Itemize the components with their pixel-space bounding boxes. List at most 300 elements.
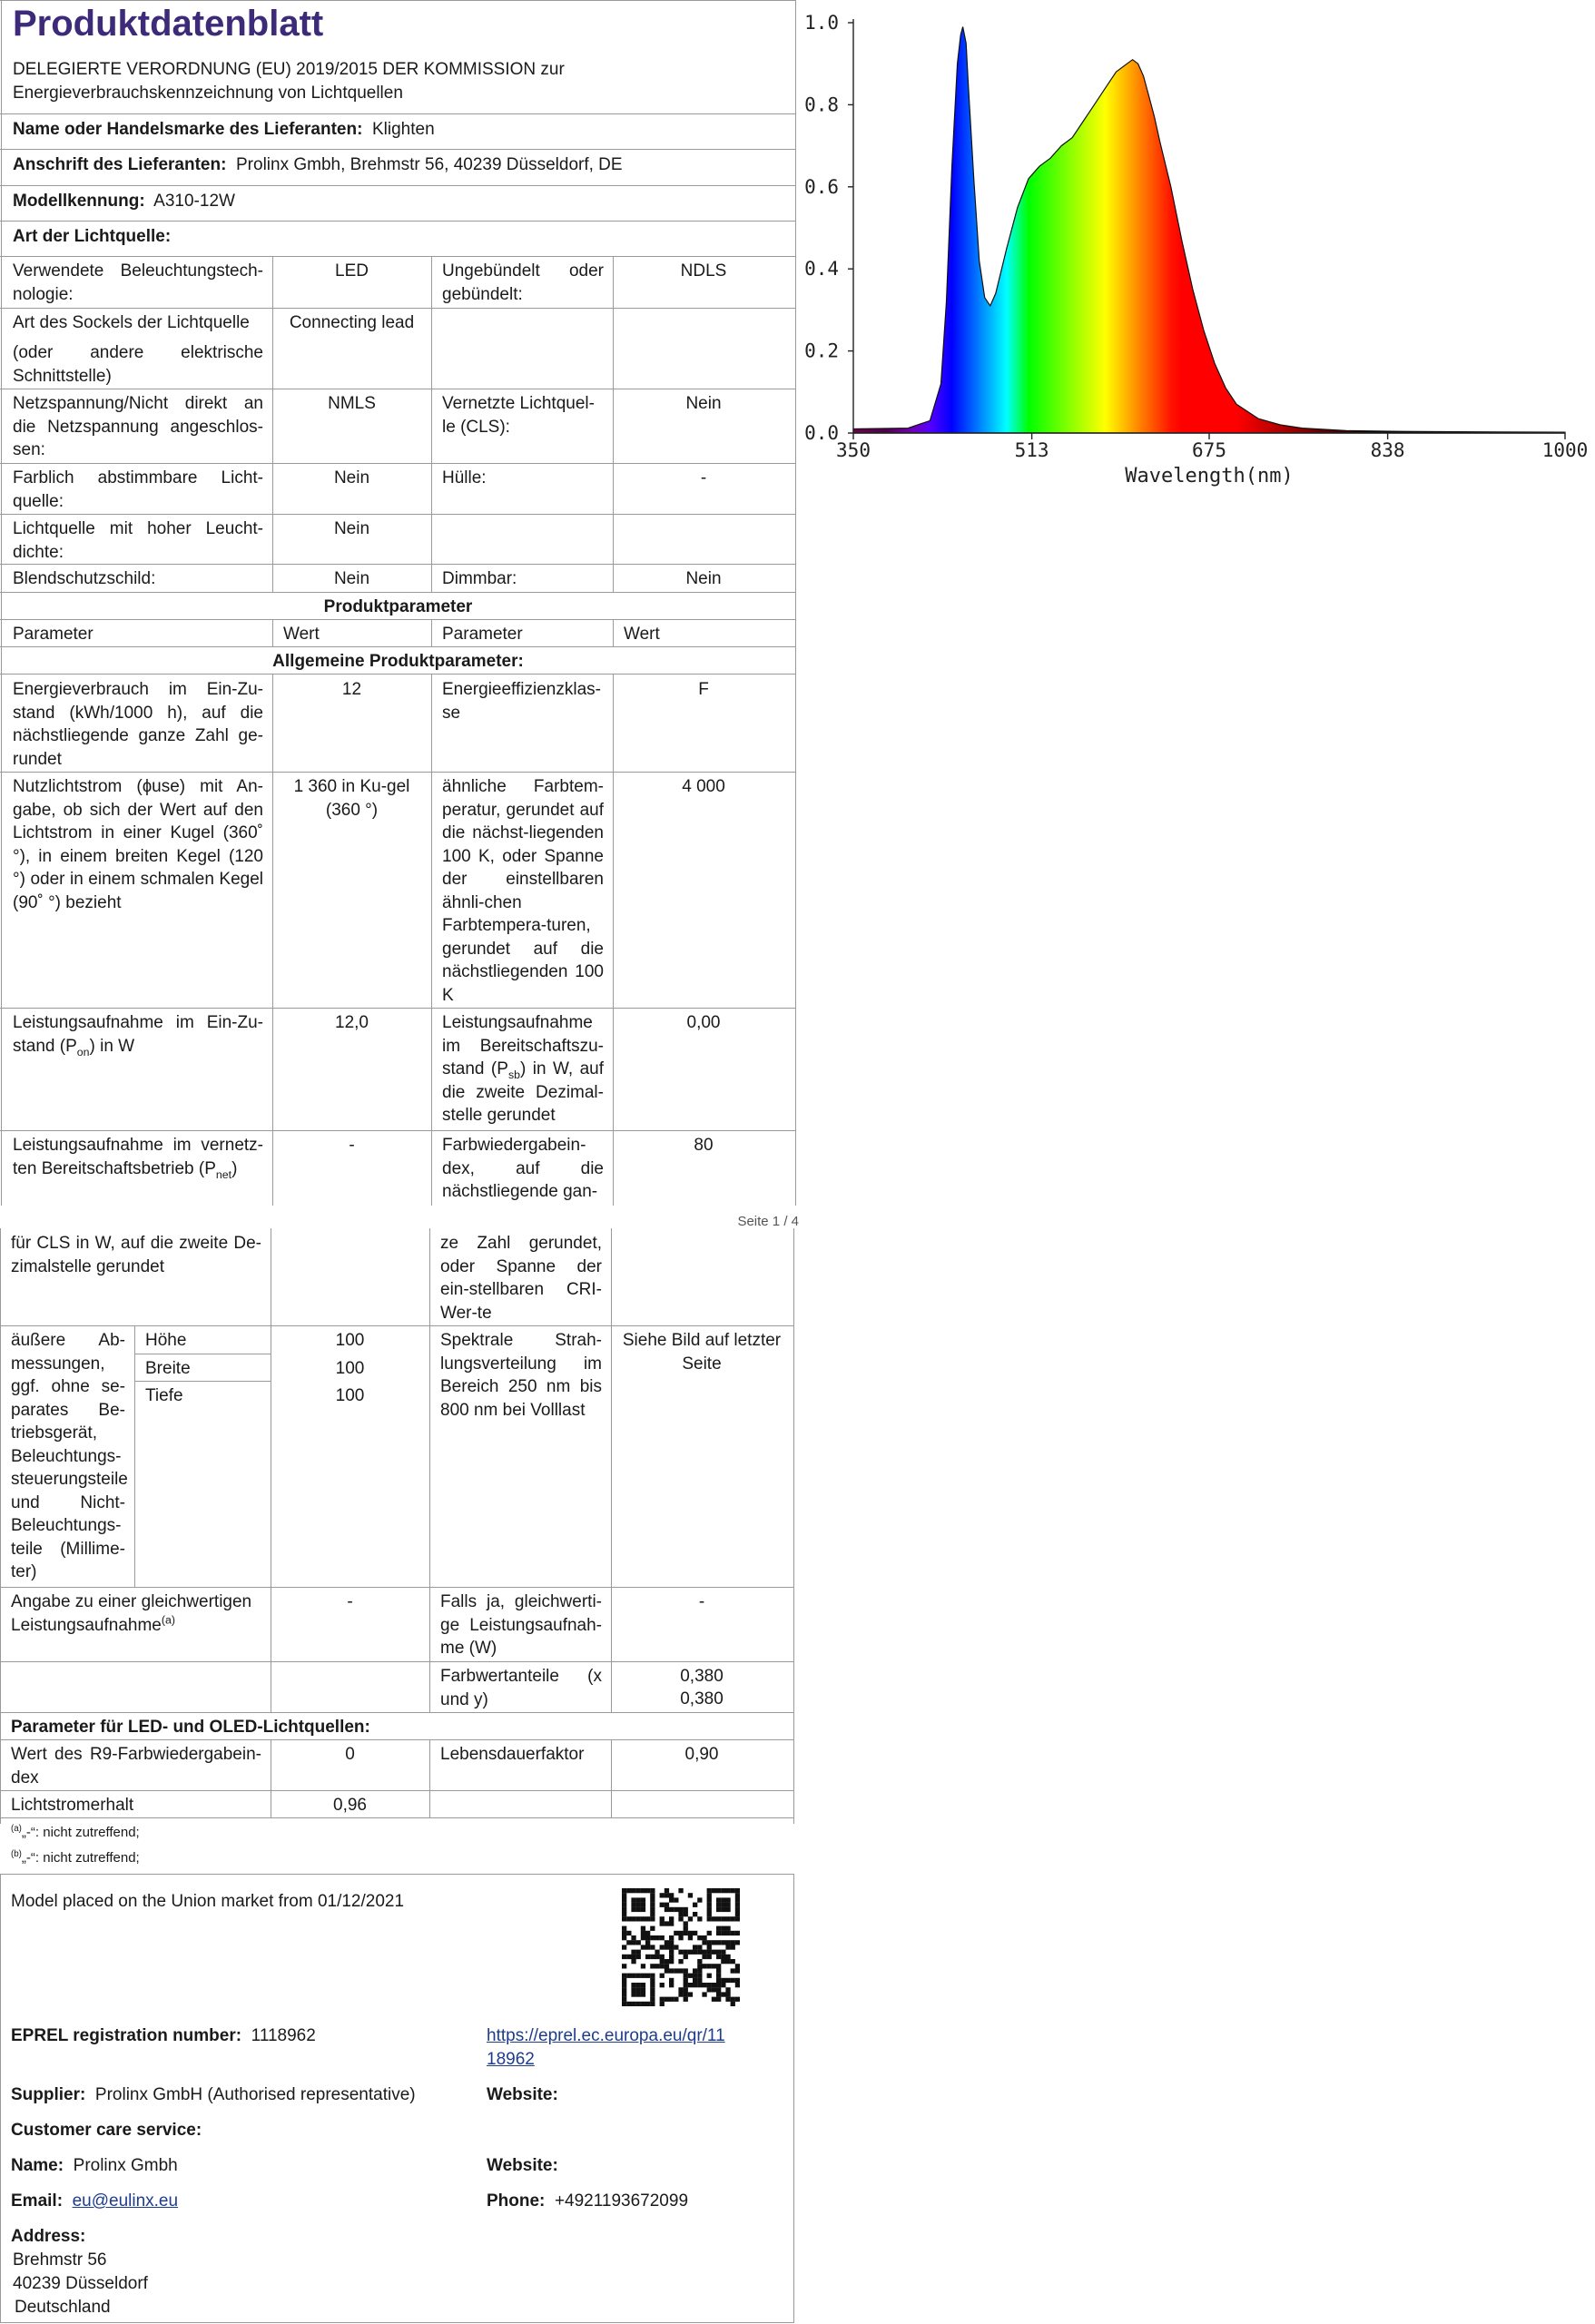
networked-standby-subscript: net xyxy=(215,1167,232,1181)
qr-module xyxy=(622,1983,626,1987)
qr-module xyxy=(650,1974,655,1978)
qr-module xyxy=(641,1916,645,1921)
qr-module xyxy=(660,1916,665,1921)
qr-module xyxy=(669,1959,674,1964)
standby-power-subscript: sb xyxy=(507,1068,520,1081)
x-tick-label: 513 xyxy=(1014,439,1049,461)
supplier-label: Supplier: xyxy=(11,2085,86,2104)
qr-module xyxy=(660,1959,665,1964)
qr-module xyxy=(650,1983,655,1987)
qr-module xyxy=(702,1992,706,1996)
qr-module xyxy=(626,1888,631,1893)
qr-module xyxy=(702,1940,706,1945)
qr-module xyxy=(707,1931,712,1935)
y-tick-label: 1.0 xyxy=(804,12,839,34)
qr-module xyxy=(707,1955,712,1959)
qr-module xyxy=(725,1903,730,1907)
qr-module xyxy=(731,1978,735,1983)
eprel-box-left xyxy=(0,1874,1,2323)
qr-module xyxy=(655,1964,659,1968)
qr-module xyxy=(702,1950,706,1955)
chromaticity-x-value: 0,380 xyxy=(680,1667,724,1686)
table-border-left xyxy=(0,1228,1,1824)
qr-module xyxy=(660,1903,665,1907)
qr-module xyxy=(735,1903,740,1907)
qr-module xyxy=(641,1897,645,1902)
model-value: A310-12W xyxy=(153,192,235,211)
qr-module xyxy=(707,1897,712,1902)
qr-module xyxy=(716,1888,721,1893)
qr-module xyxy=(735,1978,740,1983)
qr-module xyxy=(650,1897,655,1902)
qr-module xyxy=(626,1955,631,1959)
survival-factor-label: Lebensdauerfaktor xyxy=(440,1745,585,1764)
qr-module xyxy=(688,1950,693,1955)
qr-code-icon[interactable] xyxy=(622,1888,740,2006)
qr-module xyxy=(650,1987,655,1992)
x-axis-label: Wavelength(nm) xyxy=(1125,465,1294,487)
address-line-1: Brehmstr 56 xyxy=(13,2250,107,2270)
on-mode-power-label-b: ) in W xyxy=(89,1036,135,1056)
page-number: Seite 1 / 4 xyxy=(737,1214,799,1229)
qr-module xyxy=(725,1926,730,1931)
networked-standby-label xyxy=(2,1132,272,1182)
qr-module xyxy=(707,1940,712,1945)
qr-module xyxy=(707,1987,712,1992)
mains-value: NMLS xyxy=(328,394,376,413)
qr-module xyxy=(631,1916,635,1921)
qr-module xyxy=(636,1903,641,1907)
eprel-link-line-1[interactable]: https://eprel.ec.europa.eu/qr/11 xyxy=(487,2026,725,2045)
footnote-b-mark: (b) xyxy=(11,1849,22,1859)
qr-module xyxy=(674,1897,678,1902)
qr-module xyxy=(731,1968,735,1973)
qr-module xyxy=(665,1968,669,1973)
qr-module xyxy=(660,1955,665,1959)
qr-module xyxy=(636,1950,641,1955)
qr-module xyxy=(697,1945,702,1949)
qr-module xyxy=(697,1959,702,1964)
cap-value: Connecting lead xyxy=(289,313,415,332)
qr-module xyxy=(712,1964,716,1968)
footnote-a-text: „-“: nicht zutreffend; xyxy=(21,1825,140,1840)
regulation-line-2: Energieverbrauchskennzeichnung von Lichtquellen xyxy=(13,84,403,103)
energy-consumption-label: Energieverbrauch im Ein-Zu-stand (kWh/1000 h), auf die nächstliegende ganze Zahl ge-rundet xyxy=(13,680,263,769)
qr-module xyxy=(641,1903,645,1907)
qr-module xyxy=(631,1974,635,1978)
qr-module xyxy=(641,1935,645,1940)
qr-module xyxy=(674,1968,678,1973)
qr-module xyxy=(697,1935,702,1940)
qr-module xyxy=(684,1950,688,1955)
qr-module xyxy=(697,1983,702,1987)
supplier-value: Prolinx GmbH (Authorised representative) xyxy=(94,2085,416,2104)
depth-value: 100 xyxy=(335,1386,365,1405)
qr-module xyxy=(645,1940,650,1945)
qr-module xyxy=(669,1955,674,1959)
qr-module xyxy=(697,1978,702,1983)
qr-module xyxy=(622,1935,626,1940)
qr-module xyxy=(622,1997,626,2002)
qr-module xyxy=(684,1974,688,1978)
qr-module xyxy=(669,1968,674,1973)
qr-module xyxy=(650,1997,655,2002)
eprel-box-right xyxy=(793,1874,794,2323)
qr-module xyxy=(636,1907,641,1912)
chromaticity-label: Farbwertanteile (x und y) xyxy=(440,1667,602,1709)
qr-module xyxy=(716,1897,721,1902)
qr-module xyxy=(707,1964,712,1968)
contact-name-label: Name: xyxy=(11,2156,64,2175)
qr-module xyxy=(669,1916,674,1921)
qr-module xyxy=(645,1955,650,1959)
qr-module xyxy=(721,1992,725,1996)
qr-module xyxy=(641,2002,645,2006)
qr-module xyxy=(641,1974,645,1978)
qr-module xyxy=(697,1897,702,1902)
qr-module xyxy=(716,1978,721,1983)
page-title: Produktdatenblatt xyxy=(13,4,324,44)
qr-module xyxy=(725,1888,730,1893)
eprel-link-line-2[interactable]: 18962 xyxy=(487,2050,535,2069)
standby-power-value: 0,00 xyxy=(686,1013,721,1032)
phone-label: Phone: xyxy=(487,2191,546,2211)
cls-label: Vernetzte Lichtquel-le (CLS): xyxy=(442,394,595,437)
qr-module xyxy=(678,1987,683,1992)
qr-module xyxy=(716,1955,721,1959)
qr-module xyxy=(697,1968,702,1973)
qr-module xyxy=(697,1964,702,1968)
footnote-b xyxy=(0,1847,545,1869)
qr-module xyxy=(688,1974,693,1978)
qr-module xyxy=(641,1926,645,1931)
y-tick-label: 0.0 xyxy=(804,422,839,444)
qr-module xyxy=(622,1987,626,1992)
email-link[interactable]: eu@eulinx.eu xyxy=(72,2191,179,2211)
table-rule xyxy=(0,564,796,565)
qr-module xyxy=(622,1974,626,1978)
qr-module xyxy=(641,1945,645,1949)
qr-module xyxy=(735,1912,740,1916)
qr-module xyxy=(735,1983,740,1987)
qr-module xyxy=(622,1897,626,1902)
lightsource-type-heading: Art der Lichtquelle: xyxy=(13,227,172,246)
qr-module xyxy=(725,1945,730,1949)
table-column-rule xyxy=(272,674,273,1206)
qr-module xyxy=(678,1935,683,1940)
eprel-registration-row xyxy=(0,2023,472,2050)
qr-module xyxy=(688,1992,693,1996)
qr-module xyxy=(631,1888,635,1893)
cri-label-continued: ze Zahl gerundet, oder Spanne der ein-stellbaren CRI-Wer-te xyxy=(440,1234,602,1323)
footnote-a-mark: (a) xyxy=(11,1824,22,1834)
standby-power-label-b: ) in W, auf die zweite Dezimal-stelle gerundet xyxy=(442,1059,605,1125)
table-rule xyxy=(0,1739,794,1740)
qr-module xyxy=(665,1903,669,1907)
qr-module xyxy=(631,1987,635,1992)
networked-standby-value: - xyxy=(349,1136,355,1155)
email-label: Email: xyxy=(11,2191,64,2211)
qr-module xyxy=(725,1997,730,2002)
on-mode-power-label-a: Leistungsaufnahme im Ein-Zu-stand (P xyxy=(13,1013,263,1056)
qr-module xyxy=(684,1968,688,1973)
supplier-address-label: Anschrift des Lieferanten: xyxy=(13,155,227,174)
equivalent-power-label-text: Angabe zu einer gleichwertigen Leistungsaufnahme xyxy=(11,1592,252,1635)
phone-value: +4921193672099 xyxy=(554,2191,689,2211)
supplier-address-row xyxy=(2,152,792,179)
qr-module xyxy=(636,1897,641,1902)
technology-value: LED xyxy=(335,261,369,281)
qr-module xyxy=(650,1978,655,1983)
qr-module xyxy=(650,1935,655,1940)
table-column-rule xyxy=(429,1739,430,1817)
qr-module xyxy=(707,1893,712,1897)
qr-module xyxy=(631,1959,635,1964)
qr-module xyxy=(716,1983,721,1987)
equivalent-power-watts-label: Falls ja, gleichwerti-ge Leistungsaufnah-me (W) xyxy=(440,1592,602,1658)
qr-module xyxy=(631,1955,635,1959)
qr-module xyxy=(641,1964,645,1968)
qr-module xyxy=(678,1968,683,1973)
qr-module xyxy=(674,1945,678,1949)
qr-module xyxy=(641,1931,645,1935)
qr-module xyxy=(626,1940,631,1945)
qr-module xyxy=(721,1959,725,1964)
footnote-b-text: „-“: nicht zutreffend; xyxy=(21,1850,140,1866)
qr-module xyxy=(641,1983,645,1987)
supplier-name-label: Name oder Handelsmarke des Lieferanten: xyxy=(13,120,363,139)
eprel-box-top xyxy=(0,1874,794,1875)
qr-module xyxy=(731,1997,735,2002)
table-rule xyxy=(0,113,796,114)
qr-module xyxy=(674,1907,678,1912)
qr-module xyxy=(678,1916,683,1921)
qr-module xyxy=(688,1931,693,1935)
qr-module xyxy=(716,1903,721,1907)
qr-module xyxy=(669,1997,674,2002)
column-header-value: Wert xyxy=(283,625,320,644)
column-header-parameter: Parameter xyxy=(13,625,94,644)
table-column-rule xyxy=(429,1228,430,1712)
qr-module xyxy=(731,1959,735,1964)
qr-module xyxy=(684,1926,688,1931)
qr-module xyxy=(735,1997,740,2002)
eprel-registration-value: 1118962 xyxy=(251,2026,316,2045)
qr-module xyxy=(678,1959,683,1964)
chart-body xyxy=(804,12,1588,487)
on-mode-power-value: 12,0 xyxy=(335,1013,369,1032)
qr-module xyxy=(725,1992,730,1996)
table-column-rule xyxy=(431,619,432,646)
qr-module xyxy=(731,1945,735,1949)
qr-module xyxy=(725,1987,730,1992)
tunable-value: Nein xyxy=(333,468,370,487)
antiglare-label: Blendschutzschild: xyxy=(13,569,156,588)
qr-module xyxy=(693,1983,697,1987)
qr-module xyxy=(669,1921,674,1925)
cls-value: Nein xyxy=(685,394,722,413)
qr-module xyxy=(678,1950,683,1955)
tunable-label: Farblich abstimmbare Licht-quelle: xyxy=(13,468,263,511)
qr-module xyxy=(650,1893,655,1897)
qr-module xyxy=(622,1955,626,1959)
qr-module xyxy=(650,1912,655,1916)
table-rule xyxy=(0,619,796,620)
dimmable-value: Nein xyxy=(685,569,722,588)
survival-factor-value: 0,90 xyxy=(684,1745,719,1764)
color-temperature-value: 4 000 xyxy=(682,777,725,796)
height-value: 100 xyxy=(335,1331,365,1350)
model-row xyxy=(2,188,792,215)
qr-module xyxy=(716,1987,721,1992)
r9-value: 0 xyxy=(345,1745,355,1764)
qr-module xyxy=(636,1983,641,1987)
qr-module xyxy=(697,1916,702,1921)
qr-module xyxy=(721,1926,725,1931)
height-label: Höhe xyxy=(145,1331,187,1350)
address-line-3: Deutschland xyxy=(15,2298,111,2317)
on-mode-power-label xyxy=(2,1009,272,1059)
qr-module xyxy=(631,1983,635,1987)
qr-module xyxy=(678,1888,683,1893)
x-tick-label: 838 xyxy=(1370,439,1405,461)
qr-module xyxy=(725,1916,730,1921)
energy-consumption-value: 12 xyxy=(341,680,362,699)
qr-module xyxy=(712,1916,716,1921)
on-mode-power-subscript: on xyxy=(76,1045,90,1059)
qr-module xyxy=(712,1983,716,1987)
qr-module xyxy=(636,1888,641,1893)
led-parameters-heading: Parameter für LED- und OLED-Lichtquellen: xyxy=(11,1718,370,1737)
qr-module xyxy=(707,1907,712,1912)
width-value: 100 xyxy=(335,1359,365,1378)
table-column-rule xyxy=(272,619,273,646)
qr-module xyxy=(684,1978,688,1983)
equivalent-power-label xyxy=(0,1589,271,1639)
qr-module xyxy=(725,1959,730,1964)
equivalent-power-watts-value: - xyxy=(698,1592,705,1611)
luminous-flux-value: 1 360 in Ku-gel (360 °) xyxy=(293,777,410,820)
cap-label-2: (oder andere elektrische Schnittstelle) xyxy=(13,343,263,386)
qr-module xyxy=(622,2002,626,2006)
standby-power-label-a: Leistungsaufnahme im Bereitschaftszu-stand (P xyxy=(442,1013,604,1078)
equivalent-power-footnote-mark: (a) xyxy=(161,1613,175,1627)
qr-module xyxy=(650,2002,655,2006)
table-rule xyxy=(0,1587,794,1588)
qr-module xyxy=(650,1907,655,1912)
qr-module xyxy=(707,1950,712,1955)
r9-label: Wert des R9-Farbwiedergabein-dex xyxy=(11,1745,261,1787)
table-rule xyxy=(0,185,796,186)
supplier-name-value: Klighten xyxy=(371,120,435,139)
qr-module xyxy=(626,1916,631,1921)
qr-module xyxy=(650,1945,655,1949)
energy-class-value: F xyxy=(698,680,709,699)
qr-module xyxy=(669,1940,674,1945)
qr-module xyxy=(645,1916,650,1921)
table-rule xyxy=(0,1008,796,1009)
qr-module xyxy=(665,1997,669,2002)
envelope-value: - xyxy=(700,468,707,487)
qr-module xyxy=(693,1950,697,1955)
qr-module xyxy=(636,2002,641,2006)
qr-module xyxy=(693,1968,697,1973)
table-rule xyxy=(0,149,796,150)
qr-module xyxy=(669,1983,674,1987)
qr-module xyxy=(725,1907,730,1912)
qr-module xyxy=(721,1983,725,1987)
qr-module xyxy=(684,1921,688,1925)
product-parameters-heading: Produktparameter xyxy=(323,597,473,616)
qr-module xyxy=(665,1921,669,1925)
qr-module xyxy=(631,1897,635,1902)
website-label: Website: xyxy=(487,2085,558,2104)
qr-module xyxy=(622,1893,626,1897)
x-tick-label: 675 xyxy=(1192,439,1226,461)
qr-module xyxy=(655,1935,659,1940)
qr-module xyxy=(716,1940,721,1945)
qr-module xyxy=(660,1974,665,1978)
table-rule xyxy=(0,1817,794,1818)
table-border-right xyxy=(793,1228,794,1824)
qr-module xyxy=(721,1916,725,1921)
table-rule xyxy=(0,772,796,773)
qr-module xyxy=(622,1964,626,1968)
contact-name-row xyxy=(0,2152,472,2180)
qr-module xyxy=(665,1893,669,1897)
phone-row xyxy=(476,2188,802,2215)
spectrum-area xyxy=(853,27,1565,434)
qr-module xyxy=(641,1987,645,1992)
networked-standby-label-b: ) xyxy=(231,1158,238,1178)
y-tick-label: 0.8 xyxy=(804,94,839,116)
depth-label: Tiefe xyxy=(145,1386,183,1405)
qr-module xyxy=(660,1893,665,1897)
contact-name-value: Prolinx Gmbh xyxy=(73,2156,178,2175)
qr-module xyxy=(693,1912,697,1916)
table-rule xyxy=(0,514,796,515)
qr-module xyxy=(669,1893,674,1897)
qr-module xyxy=(650,1992,655,1996)
qr-module xyxy=(622,1912,626,1916)
qr-module xyxy=(702,1955,706,1959)
qr-module xyxy=(631,1907,635,1912)
qr-module xyxy=(702,1935,706,1940)
qr-module xyxy=(650,1955,655,1959)
qr-module xyxy=(684,1997,688,2002)
qr-module xyxy=(716,1916,721,1921)
qr-module xyxy=(684,1931,688,1935)
qr-module xyxy=(735,1916,740,1921)
qr-module xyxy=(716,1931,721,1935)
table-rule xyxy=(0,1130,796,1131)
qr-module xyxy=(735,1931,740,1935)
qr-module xyxy=(684,1912,688,1916)
supplier-address-value: Prolinx Gmbh, Brehmstr 56, 40239 Düsseldorf, DE xyxy=(236,155,623,174)
table-rule xyxy=(0,592,796,593)
qr-module xyxy=(631,1940,635,1945)
table-column-rule xyxy=(611,1228,612,1712)
qr-module xyxy=(631,1950,635,1955)
email-row xyxy=(0,2188,472,2215)
qr-module xyxy=(622,1945,626,1949)
column-header-value-2: Wert xyxy=(624,625,660,644)
mains-label: Netzspannung/Nicht direkt an die Netzspannung angeschlos-sen: xyxy=(13,394,263,459)
table-rule xyxy=(0,308,796,309)
qr-module xyxy=(707,1974,712,1978)
table-rule xyxy=(0,674,796,675)
qr-module xyxy=(684,1983,688,1987)
